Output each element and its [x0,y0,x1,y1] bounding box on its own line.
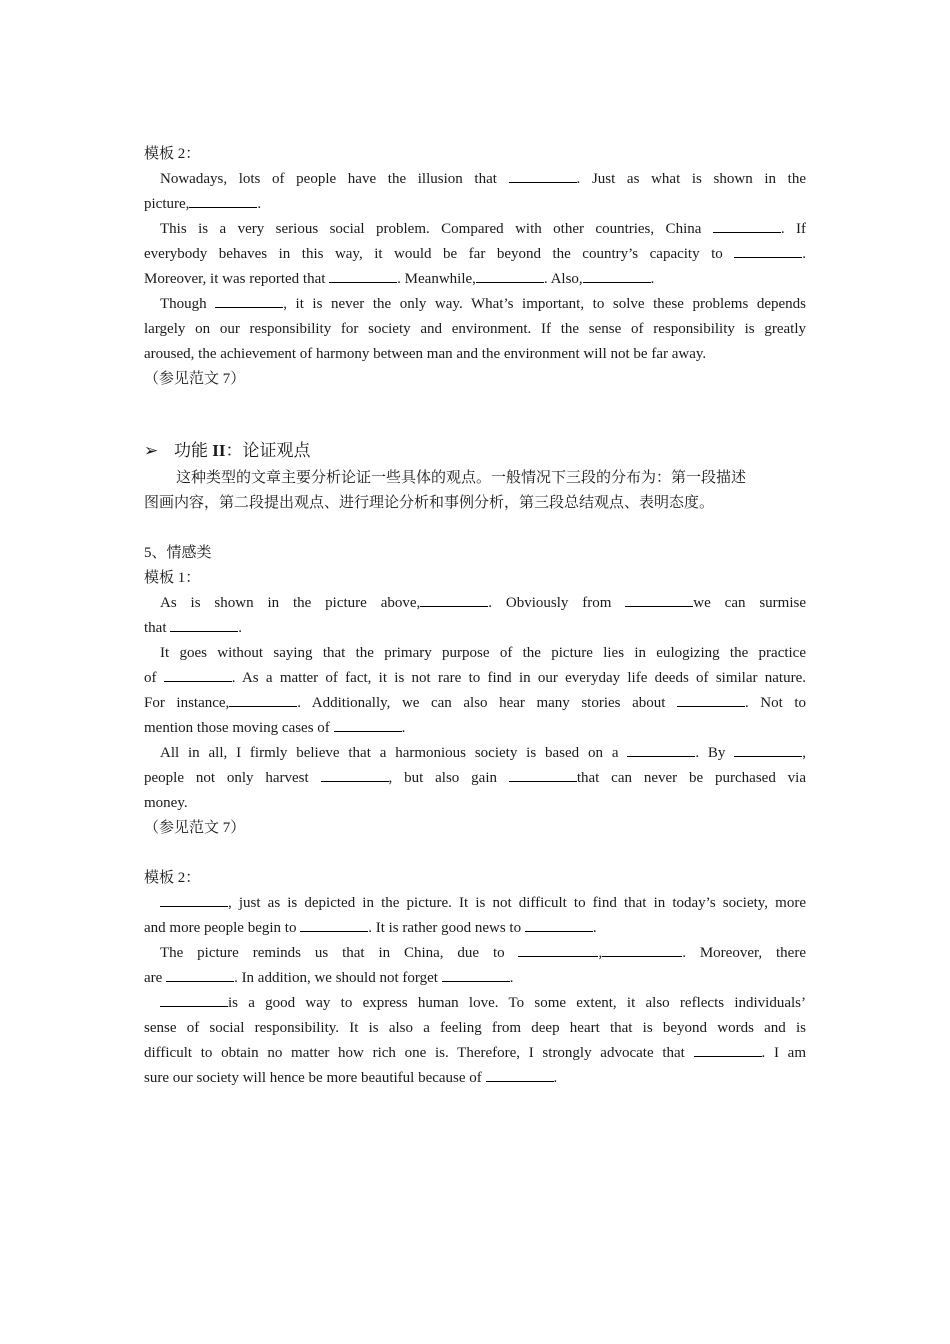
text: , [598,945,603,961]
fill-blank[interactable] [215,293,283,308]
text: . If [780,221,806,237]
text: The picture reminds us that in China, due to [160,945,519,961]
paragraph-line [144,666,806,691]
fill-blank[interactable] [625,592,693,607]
text: . Moreover, there [682,945,806,961]
paragraph-line [144,691,806,716]
description-line: 这种类型的文章主要分析论证一些具体的观点。一般情况下三段的分布为：第一段描述 [176,470,747,486]
paragraph-line: It goes without saying that the primary purpose of the picture lies in eulogizing the practice [160,645,806,661]
paragraph-line: sense of social responsibility. It is also a feeling from deep heart that is beyond words and is [144,1020,806,1036]
section-heading [144,438,806,464]
text: All in all, I firmly believe that a harmonious society is based on a [160,745,628,761]
text: picture, [144,196,190,212]
text: . [238,620,242,636]
text: . Not to [744,695,807,711]
text: that [144,620,171,636]
text: . [509,970,514,986]
template-title: 模板 2： [144,870,201,886]
reference-note: （参见范文 7） [144,371,246,387]
fill-blank[interactable] [486,1067,554,1082]
fill-blank[interactable] [734,742,802,757]
paragraph-line [144,716,806,741]
text: Though [160,296,216,312]
text: , it is never the only way. What’s important, to solve these problems depends [283,296,806,312]
text: . [257,196,262,212]
paragraph-line [144,966,806,991]
reference-note: （参见范文 7） [144,820,246,836]
text: . It is rather good news to [368,920,525,936]
paragraph-line [144,267,806,292]
text: and more people begin to [144,920,301,936]
text: difficult to obtain no matter how rich one is. Therefore, I strongly advocate that [144,1045,694,1061]
text: . Additionally, we can also hear many stories about [297,695,677,711]
fill-blank[interactable] [518,942,598,957]
paragraph-line [144,242,806,267]
fill-blank[interactable] [160,892,228,907]
text: . I am [761,1045,806,1061]
paragraph-line: largely on our responsibility for society and environment. If the sense of responsibility is greatly [144,321,806,337]
text: is a good way to express human love. To some extent, it also reflects individuals’ [228,995,806,1011]
text: Moreover, it was reported that [144,271,330,287]
fill-blank[interactable] [476,268,544,283]
fill-blank[interactable] [300,917,368,932]
text: . [401,720,406,736]
text: , but also gain [388,770,509,786]
text: This is a very serious social problem. Compared with other countries, China [160,221,713,237]
paragraph-line [144,616,806,641]
text: For instance, [144,695,230,711]
text: . Obviously from [488,595,626,611]
paragraph-line [144,916,806,941]
fill-blank[interactable] [602,942,682,957]
text: we can surmise [693,595,807,611]
paragraph-line [144,192,806,217]
fill-blank[interactable] [166,967,234,982]
text: . By [695,745,735,761]
paragraph-line [144,891,806,916]
template-title: 模板 1： [144,570,201,586]
fill-blank[interactable] [229,692,297,707]
paragraph-line: aroused, the achievement of harmony between man and the environment will not be far away. [144,346,707,362]
text: . [553,1070,558,1086]
fill-blank[interactable] [694,1042,762,1057]
text: . Meanwhile, [397,271,476,287]
fill-blank[interactable] [509,767,577,782]
fill-blank[interactable] [334,717,402,732]
paragraph-line: money. [144,795,188,811]
fill-blank[interactable] [509,168,577,183]
text: . As a matter of fact, it is not rare to find in our everyday life deeds of similar nature. [231,670,806,686]
paragraph-line [144,292,806,317]
paragraph-line [144,1041,806,1066]
text: . Just as what is shown in the [576,171,806,187]
fill-blank[interactable] [420,592,488,607]
text: II [212,441,226,460]
text: , just as is depicted in the picture. It is not difficult to find that in today’s society, more [228,895,806,911]
fill-blank[interactable] [525,917,593,932]
text: of [144,670,164,686]
text: . [802,246,806,262]
fill-blank[interactable] [160,992,228,1007]
text: Nowadays, lots of people have the illusion that [160,171,509,187]
fill-blank[interactable] [677,692,745,707]
paragraph-line [144,167,806,192]
text: . Also, [543,271,583,287]
text: . In addition, we should not forget [234,970,442,986]
text: mention those moving cases of [144,720,334,736]
fill-blank[interactable] [442,967,510,982]
paragraph-line [144,741,806,766]
document-page [144,142,806,1091]
fill-blank[interactable] [329,268,397,283]
description-line: 图画内容，第二段提出观点、进行理论分析和事例分析，第三段总结观点、表明态度。 [144,495,715,511]
paragraph-line [144,591,806,616]
text: everybody behaves in this way, it would be far beyond the country’s capacity to [144,246,735,262]
fill-blank[interactable] [189,193,257,208]
text: are [144,970,167,986]
text: that can never be purchased via [576,770,806,786]
arrow-bullet-icon: ➢ [144,441,159,460]
category-title: 5、情感类 [144,545,212,561]
fill-blank[interactable] [321,767,389,782]
paragraph-line [144,766,806,791]
fill-blank[interactable] [170,617,238,632]
text: . [592,920,597,936]
fill-blank[interactable] [164,667,232,682]
fill-blank[interactable] [583,268,651,283]
paragraph-line [144,217,806,242]
paragraph-line [144,941,806,966]
fill-blank[interactable] [734,243,802,258]
text: ：论证观点 [225,441,311,460]
template-title: 模板 2： [144,146,201,162]
text: people not only harvest [144,770,321,786]
text: sure our society will hence be more beautiful because of [144,1070,486,1086]
fill-blank[interactable] [713,218,781,233]
text: . [650,271,655,287]
text: , [802,745,806,761]
paragraph-line [144,991,806,1016]
text: 功能 [174,441,213,460]
fill-blank[interactable] [627,742,695,757]
paragraph-line [144,1066,806,1091]
text: As is shown in the picture above, [160,595,421,611]
